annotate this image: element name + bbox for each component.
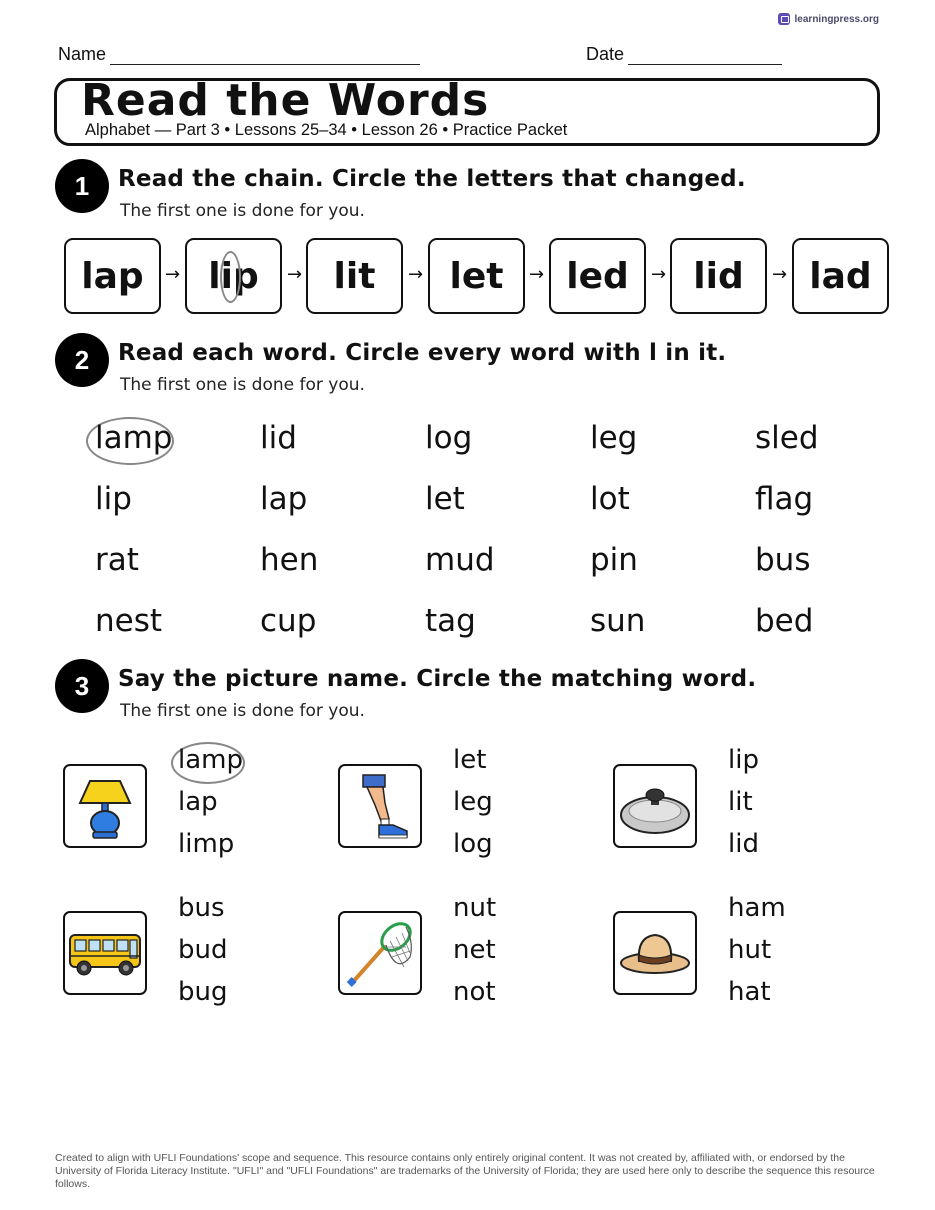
answer-option[interactable]: limp: [178, 829, 235, 859]
grid-word[interactable]: lid: [260, 420, 297, 456]
chain-word[interactable]: [64, 238, 161, 314]
chain-word-text: let: [449, 255, 504, 297]
book-icon: [778, 13, 790, 25]
brand-logo[interactable]: [778, 13, 879, 25]
chain-word-text: lit: [333, 255, 376, 297]
grid-word[interactable]: log: [425, 420, 473, 456]
lid-icon: [618, 771, 692, 841]
net-icon: [344, 917, 416, 989]
example-circle-mark: [220, 251, 241, 303]
section-3-hint: The first one is done for you.: [120, 701, 365, 721]
answer-option[interactable]: ham: [728, 893, 786, 923]
answer-option[interactable]: let: [453, 745, 487, 775]
section-2-hint: The first one is done for you.: [120, 375, 365, 395]
grid-word[interactable]: leg: [590, 420, 638, 456]
grid-word[interactable]: sled: [755, 420, 819, 456]
footer-disclaimer: Created to align with UFLI Foundations' scope and sequence. This resource contains only entirely original content. It was not created by, affiliated with, or endorsed by the University of Florida Literacy Institute. "UFLI" and "UFLI Foundations" are trademarks of the University of Florida; they are used here only to describe the sequence this resource follows.: [55, 1152, 875, 1190]
name-label: Name: [58, 44, 107, 64]
chain-arrow-icon: →: [287, 264, 303, 285]
picture-card: [613, 911, 697, 995]
section-2-instruction: Read each word. Circle every word with l in it.: [118, 340, 727, 366]
answer-option[interactable]: hat: [728, 977, 771, 1007]
date-field[interactable]: [586, 44, 782, 65]
section-1-number: 1: [55, 159, 109, 213]
section-1-hint: The first one is done for you.: [120, 201, 365, 221]
chain-arrow-icon: →: [772, 264, 788, 285]
bus-icon: [66, 923, 144, 983]
chain-arrow-icon: →: [165, 264, 181, 285]
chain-arrow-icon: →: [529, 264, 545, 285]
chain-word[interactable]: [549, 238, 646, 314]
answer-option[interactable]: nut: [453, 893, 497, 923]
chain-word-text: lip: [208, 255, 259, 297]
date-line[interactable]: [628, 47, 782, 65]
answer-option[interactable]: lamp: [178, 745, 243, 775]
name-date-row: [58, 44, 785, 70]
answer-option[interactable]: lid: [728, 829, 759, 859]
grid-word[interactable]: hen: [260, 542, 319, 578]
chain-word[interactable]: [185, 238, 282, 314]
chain-word-text: lid: [693, 255, 744, 297]
title-box: [54, 75, 880, 146]
grid-word[interactable]: lamp: [95, 420, 173, 456]
grid-word[interactable]: mud: [425, 542, 495, 578]
answer-option[interactable]: log: [453, 829, 493, 859]
section-2-number: 2: [55, 333, 109, 387]
answer-option[interactable]: lip: [728, 745, 759, 775]
chain-word[interactable]: [428, 238, 525, 314]
grid-word[interactable]: nest: [95, 603, 163, 639]
grid-word[interactable]: bus: [755, 542, 811, 578]
grid-word[interactable]: let: [425, 481, 465, 517]
brand-name: learningpress.org: [794, 13, 879, 25]
name-line[interactable]: [110, 47, 420, 65]
answer-option[interactable]: not: [453, 977, 496, 1007]
chain-word-text: led: [566, 255, 629, 297]
hat-icon: [617, 923, 693, 983]
chain-arrow-icon: →: [651, 264, 667, 285]
chain-word-text: lap: [81, 255, 144, 297]
answer-option[interactable]: bud: [178, 935, 228, 965]
grid-word[interactable]: flag: [755, 481, 814, 517]
grid-word[interactable]: pin: [590, 542, 638, 578]
picture-card: [63, 911, 147, 995]
section-3-number: 3: [55, 659, 109, 713]
answer-option[interactable]: lap: [178, 787, 218, 817]
page-subtitle: Alphabet — Part 3 • Lessons 25–34 • Lesson 26 • Practice Packet: [85, 121, 568, 139]
page-title: Read the Words: [81, 75, 490, 126]
answer-option[interactable]: lit: [728, 787, 753, 817]
chain-word-text: lad: [809, 255, 872, 297]
grid-word[interactable]: sun: [590, 603, 646, 639]
chain-word[interactable]: [670, 238, 767, 314]
answer-option[interactable]: bus: [178, 893, 225, 923]
grid-word[interactable]: tag: [425, 603, 476, 639]
answer-option[interactable]: net: [453, 935, 496, 965]
section-3-instruction: Say the picture name. Circle the matching word.: [118, 666, 757, 692]
answer-option[interactable]: hut: [728, 935, 772, 965]
chain-word[interactable]: [792, 238, 889, 314]
answer-option[interactable]: leg: [453, 787, 493, 817]
picture-card: [338, 764, 422, 848]
answer-option[interactable]: bug: [178, 977, 228, 1007]
lamp-icon: [70, 771, 140, 841]
name-field[interactable]: [58, 44, 420, 65]
grid-word[interactable]: lap: [260, 481, 308, 517]
chain-arrow-icon: →: [408, 264, 424, 285]
grid-word[interactable]: rat: [95, 542, 139, 578]
grid-word[interactable]: cup: [260, 603, 317, 639]
grid-word[interactable]: lot: [590, 481, 630, 517]
grid-word[interactable]: bed: [755, 603, 814, 639]
date-label: Date: [586, 44, 625, 64]
section-1-instruction: Read the chain. Circle the letters that changed.: [118, 166, 746, 192]
grid-word[interactable]: lip: [95, 481, 132, 517]
picture-card: [338, 911, 422, 995]
picture-card: [63, 764, 147, 848]
leg-icon: [345, 771, 415, 841]
chain-word[interactable]: [306, 238, 403, 314]
picture-card: [613, 764, 697, 848]
